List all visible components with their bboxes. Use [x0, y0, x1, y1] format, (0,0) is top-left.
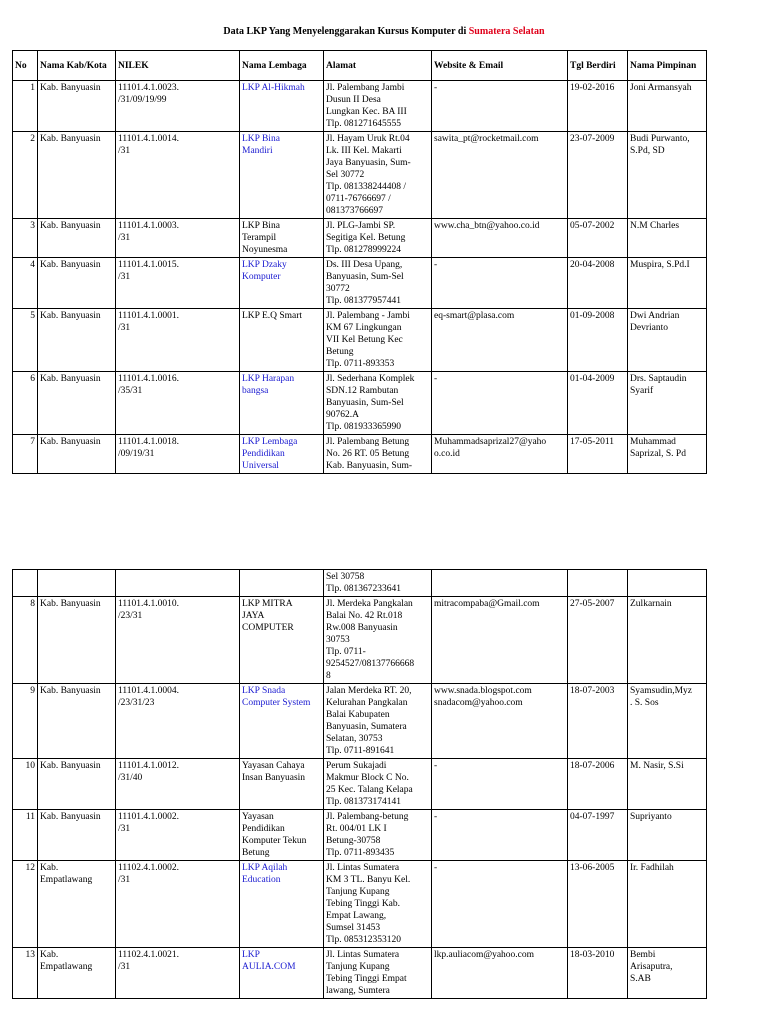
cell-no: 13 [13, 948, 38, 999]
table-row [13, 861, 707, 948]
cell-kab: Kab. Banyuasin [38, 684, 116, 759]
cell-alamat: Jalan Merdeka RT. 20, Kelurahan Pangkalan Balai Kabupaten Banyuasin, Sumatera Selatan, 30753 Tlp. 0711-891641 [324, 684, 432, 759]
cell-nilek [116, 570, 240, 597]
cell-no [13, 570, 38, 597]
cell-web: www.snada.blogspot.com snadacom@yahoo.com [432, 684, 568, 759]
cell-kab: Kab. Empatlawang [38, 861, 116, 948]
cell-lembaga[interactable]: LKP Bina Mandiri [240, 132, 324, 219]
cell-nilek: 11101.4.1.0015. /31 [116, 258, 240, 309]
cell-tgl: 20-04-2008 [568, 258, 628, 309]
cell-pimpinan: Bembi Arisaputra, S.AB [628, 948, 707, 999]
cell-nilek: 11101.4.1.0001. /31 [116, 309, 240, 372]
table-row-continuation [13, 570, 707, 597]
cell-alamat: Jl. Palembang Betung No. 26 RT. 05 Betung Kab. Banyuasin, Sum- [324, 435, 432, 474]
header-nilek: NILEK [116, 51, 240, 81]
cell-kab: Kab. Banyuasin [38, 810, 116, 861]
cell-kab [38, 570, 116, 597]
cell-no: 1 [13, 81, 38, 132]
cell-no: 9 [13, 684, 38, 759]
header-lembaga: Nama Lembaga [240, 51, 324, 81]
cell-nilek: 11101.4.1.0002. /31 [116, 810, 240, 861]
cell-pimpinan: Dwi Andrian Devrianto [628, 309, 707, 372]
document-title [0, 26, 768, 37]
cell-web: lkp.auliacom@yahoo.com [432, 948, 568, 999]
cell-web: sawita_pt@rocketmail.com [432, 132, 568, 219]
table-row [13, 372, 707, 435]
cell-no: 3 [13, 219, 38, 258]
cell-lembaga: Yayasan Pendidikan Komputer Tekun Betung [240, 810, 324, 861]
cell-alamat: Jl. Lintas Sumatera Tanjung Kupang Tebing Tinggi Empat lawang, Sumtera [324, 948, 432, 999]
cell-web: - [432, 258, 568, 309]
cell-alamat: Jl. Lintas Sumatera KM 3 TL. Banyu Kel. Tanjung Kupang Tebing Tinggi Kab. Empat Lawang, Sumsel 31453 Tlp. 085312353120 [324, 861, 432, 948]
cell-kab: Kab. Banyuasin [38, 597, 116, 684]
cell-pimpinan: Muspira, S.Pd.I [628, 258, 707, 309]
cell-no: 6 [13, 372, 38, 435]
cell-lembaga[interactable]: LKP Lembaga Pendidikan Universal [240, 435, 324, 474]
header-tgl: Tgl Berdiri [568, 51, 628, 81]
cell-lembaga[interactable]: LKP Aqilah Education [240, 861, 324, 948]
cell-nilek: 11101.4.1.0003. /31 [116, 219, 240, 258]
cell-pimpinan: Joni Armansyah [628, 81, 707, 132]
cell-lembaga[interactable]: LKP Dzaky Komputer [240, 258, 324, 309]
cell-alamat: Jl. Palembang Jambi Dusun II Desa Lungkan Kec. BA III Tlp. 081271645555 [324, 81, 432, 132]
cell-web: Muhammadsaprizal27@yaho o.co.id [432, 435, 568, 474]
cell-alamat: Jl. Palembang-betung Rt. 004/01 LK I Betung-30758 Tlp. 0711-893435 [324, 810, 432, 861]
table-row [13, 684, 707, 759]
cell-no: 8 [13, 597, 38, 684]
table-row [13, 132, 707, 219]
cell-web [432, 570, 568, 597]
cell-tgl [568, 570, 628, 597]
cell-web: www.cha_btn@yahoo.co.id [432, 219, 568, 258]
cell-tgl: 01-04-2009 [568, 372, 628, 435]
table-row [13, 435, 707, 474]
table-row [13, 309, 707, 372]
cell-tgl: 23-07-2009 [568, 132, 628, 219]
cell-web: - [432, 372, 568, 435]
cell-tgl: 05-07-2002 [568, 219, 628, 258]
cell-pimpinan: Zulkarnain [628, 597, 707, 684]
cell-no: 12 [13, 861, 38, 948]
cell-no: 11 [13, 810, 38, 861]
lkp-table-page2 [12, 569, 707, 999]
cell-alamat: Ds. III Desa Upang, Banyuasin, Sum-Sel 30772 Tlp. 081377957441 [324, 258, 432, 309]
cell-web: - [432, 810, 568, 861]
cell-tgl: 18-03-2010 [568, 948, 628, 999]
cell-nilek: 11102.4.1.0002. /31 [116, 861, 240, 948]
cell-pimpinan: M. Nasir, S.Si [628, 759, 707, 810]
cell-alamat: Jl. Merdeka Pangkalan Balai No. 42 Rt.018 Rw.008 Banyuasin 30753 Tlp. 0711- 9254527/08137766668 8 [324, 597, 432, 684]
cell-kab: Kab. Banyuasin [38, 219, 116, 258]
cell-kab: Kab. Banyuasin [38, 81, 116, 132]
cell-web: eq-smart@plasa.com [432, 309, 568, 372]
cell-web: - [432, 861, 568, 948]
cell-web: - [432, 81, 568, 132]
cell-alamat: Jl. Palembang - Jambi KM 67 Lingkungan VII Kel Betung Kec Betung Tlp. 0711-893353 [324, 309, 432, 372]
cell-nilek: 11101.4.1.0012. /31/40 [116, 759, 240, 810]
cell-pimpinan: Ir. Fadhilah [628, 861, 707, 948]
title-text: Data LKP Yang Menyelenggarakan Kursus Komputer di [223, 26, 467, 37]
cell-web: mitracompaba@Gmail.com [432, 597, 568, 684]
cell-lembaga[interactable]: LKP Snada Computer System [240, 684, 324, 759]
cell-alamat: Jl. Hayam Uruk Rt.04 Lk. III Kel. Makarti Jaya Banyuasin, Sum- Sel 30772 Tlp. 081338244408 / 0711-76766697 / 081373766697 [324, 132, 432, 219]
cell-pimpinan: Muhammad Saprizal, S. Pd [628, 435, 707, 474]
cell-alamat: Jl. Sederhana Komplek SDN.12 Rambutan Banyuasin, Sum-Sel 90762.A Tlp. 081933365990 [324, 372, 432, 435]
cell-no: 2 [13, 132, 38, 219]
table-row [13, 81, 707, 132]
cell-tgl: 04-07-1997 [568, 810, 628, 861]
lkp-table-page1 [12, 50, 707, 474]
cell-nilek: 11101.4.1.0016. /35/31 [116, 372, 240, 435]
cell-tgl: 19-02-2016 [568, 81, 628, 132]
cell-no: 4 [13, 258, 38, 309]
cell-tgl: 13-06-2005 [568, 861, 628, 948]
cell-alamat: Perum Sukajadi Makmur Block C No. 25 Kec. Talang Kelapa Tlp. 081373174141 [324, 759, 432, 810]
cell-lembaga: LKP E.Q Smart [240, 309, 324, 372]
cell-nilek: 11101.4.1.0018. /09/19/31 [116, 435, 240, 474]
cell-tgl: 01-09-2008 [568, 309, 628, 372]
table-header-row [13, 51, 707, 81]
cell-kab: Kab. Banyuasin [38, 372, 116, 435]
cell-pimpinan: Supriyanto [628, 810, 707, 861]
header-alamat: Alamat [324, 51, 432, 81]
cell-lembaga [240, 570, 324, 597]
cell-nilek: 11101.4.1.0004. /23/31/23 [116, 684, 240, 759]
cell-pimpinan: Budi Purwanto, S.Pd, SD [628, 132, 707, 219]
header-pimpinan: Nama Pimpinan [628, 51, 707, 81]
cell-alamat: Sel 30758 Tlp. 081367233641 [324, 570, 432, 597]
header-kab: Nama Kab/Kota [38, 51, 116, 81]
cell-lembaga[interactable]: LKP Al-Hikmah [240, 81, 324, 132]
cell-pimpinan [628, 570, 707, 597]
cell-nilek: 11101.4.1.0023. /31/09/19/99 [116, 81, 240, 132]
cell-pimpinan: Drs. Saptaudin Syarif [628, 372, 707, 435]
title-region: Sumatera Selatan [468, 26, 545, 37]
cell-lembaga: Yayasan Cahaya Insan Banyuasin [240, 759, 324, 810]
table-row [13, 810, 707, 861]
table-row [13, 219, 707, 258]
cell-tgl: 18-07-2003 [568, 684, 628, 759]
cell-tgl: 17-05-2011 [568, 435, 628, 474]
cell-lembaga[interactable]: LKP AULIA.COM [240, 948, 324, 999]
cell-no: 10 [13, 759, 38, 810]
cell-nilek: 11101.4.1.0014. /31 [116, 132, 240, 219]
cell-kab: Kab. Empatlawang [38, 948, 116, 999]
header-web: Website & Email [432, 51, 568, 81]
cell-no: 5 [13, 309, 38, 372]
cell-kab: Kab. Banyuasin [38, 258, 116, 309]
cell-web: - [432, 759, 568, 810]
cell-lembaga: LKP MITRA JAYA COMPUTER [240, 597, 324, 684]
cell-tgl: 18-07-2006 [568, 759, 628, 810]
cell-kab: Kab. Banyuasin [38, 435, 116, 474]
cell-no: 7 [13, 435, 38, 474]
cell-kab: Kab. Banyuasin [38, 309, 116, 372]
table-row [13, 258, 707, 309]
table-row [13, 759, 707, 810]
cell-kab: Kab. Banyuasin [38, 759, 116, 810]
cell-nilek: 11102.4.1.0021. /31 [116, 948, 240, 999]
cell-lembaga: LKP Bina Terampil Noyunesma [240, 219, 324, 258]
cell-pimpinan: Syamsudin,Myz . S. Sos [628, 684, 707, 759]
cell-nilek: 11101.4.1.0010. /23/31 [116, 597, 240, 684]
cell-pimpinan: N.M Charles [628, 219, 707, 258]
cell-alamat: Jl. PLG-Jambi SP. Segitiga Kel. Betung Tlp. 081278999224 [324, 219, 432, 258]
table-row [13, 948, 707, 999]
cell-lembaga[interactable]: LKP Harapan bangsa [240, 372, 324, 435]
cell-tgl: 27-05-2007 [568, 597, 628, 684]
header-no: No [13, 51, 38, 81]
table-row [13, 597, 707, 684]
cell-kab: Kab. Banyuasin [38, 132, 116, 219]
